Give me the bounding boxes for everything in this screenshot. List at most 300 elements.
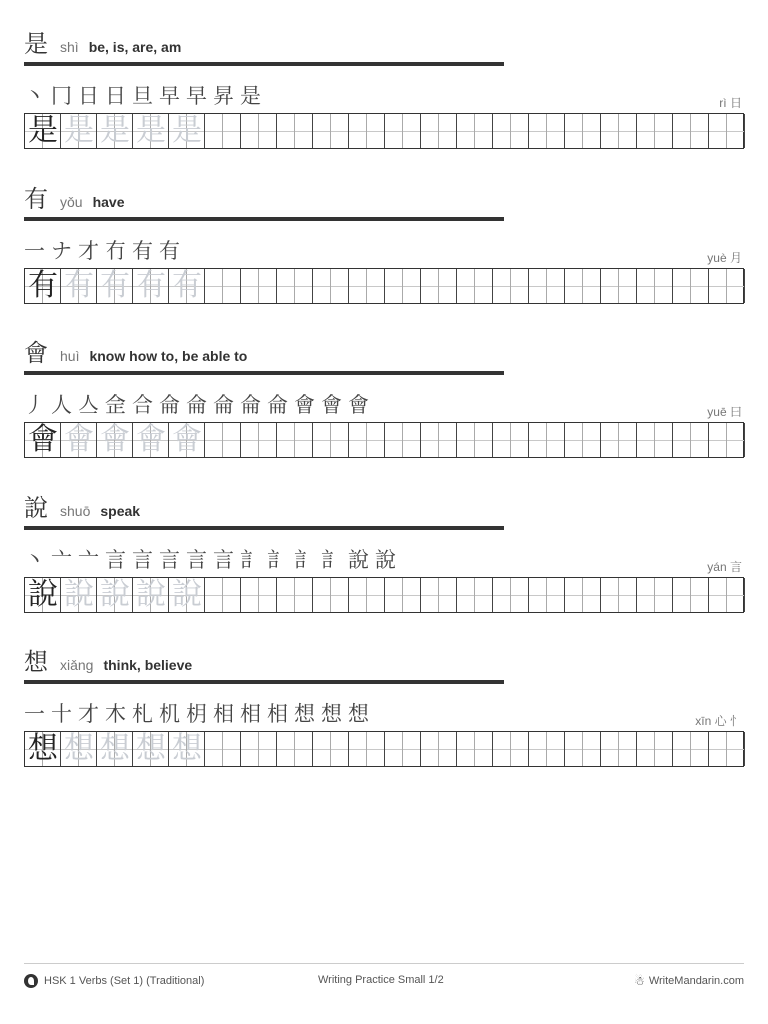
stroke-step: 日 <box>105 84 126 108</box>
grid-cell[interactable] <box>43 114 61 148</box>
radical-info <box>707 249 742 266</box>
stroke-step: 言 <box>105 548 126 572</box>
grid-cell[interactable] <box>349 114 367 148</box>
grid-cell[interactable] <box>727 423 745 457</box>
grid-cell[interactable] <box>115 269 133 303</box>
character-title: 想 <box>24 648 48 676</box>
grid-cell[interactable] <box>295 578 313 612</box>
trace-character: 說 <box>136 577 166 612</box>
radical-pinyin: yuē <box>707 405 727 419</box>
grid-cell[interactable] <box>637 269 655 303</box>
grid-cell[interactable] <box>349 423 367 457</box>
grid-cell[interactable] <box>25 423 43 457</box>
model-character: 想 <box>28 731 58 766</box>
grid-cell[interactable] <box>493 732 511 766</box>
character-header <box>24 333 504 367</box>
stroke-step: 早 <box>159 84 180 108</box>
grid-cell[interactable] <box>277 732 295 766</box>
footer-right[interactable] <box>634 974 744 988</box>
trace-character: 會 <box>172 422 202 457</box>
grid-cell[interactable] <box>439 114 457 148</box>
grid-cell[interactable] <box>205 114 223 148</box>
grid-cell[interactable] <box>169 578 187 612</box>
character-header <box>24 179 504 213</box>
grid-cell[interactable] <box>601 578 619 612</box>
grid-cell[interactable] <box>295 732 313 766</box>
grid-cell[interactable] <box>385 578 403 612</box>
stroke-step: 言 <box>213 548 234 572</box>
grid-cell[interactable] <box>457 269 475 303</box>
character-meaning: have <box>92 194 125 210</box>
grid-cell[interactable] <box>349 732 367 766</box>
grid-cell[interactable] <box>133 578 151 612</box>
grid-cell[interactable] <box>367 732 385 766</box>
grid-cell[interactable] <box>205 732 223 766</box>
grid-cell[interactable] <box>313 732 331 766</box>
grid-cell[interactable] <box>601 114 619 148</box>
grid-cell[interactable] <box>709 732 727 766</box>
grid-cell[interactable] <box>25 578 43 612</box>
grid-cell[interactable] <box>187 269 205 303</box>
grid-cell[interactable] <box>313 423 331 457</box>
grid-cell[interactable] <box>583 732 601 766</box>
grid-cell[interactable] <box>547 114 565 148</box>
grid-cell[interactable] <box>115 423 133 457</box>
stroke-step: 佱 <box>105 393 126 417</box>
stroke-step: 一 <box>24 702 45 726</box>
grid-cell[interactable] <box>655 114 673 148</box>
grid-cell[interactable] <box>421 269 439 303</box>
grid-cell[interactable] <box>133 269 151 303</box>
grid-cell[interactable] <box>79 578 97 612</box>
stroke-step: 言 <box>132 548 153 572</box>
character-header <box>24 642 504 676</box>
stroke-step: 冂 <box>51 84 72 108</box>
grid-cell[interactable] <box>655 423 673 457</box>
grid-cell[interactable] <box>529 732 547 766</box>
grid-cell[interactable] <box>565 732 583 766</box>
stroke-step: 訁 <box>321 548 342 572</box>
grid-cell[interactable] <box>601 732 619 766</box>
radical-pinyin: xīn <box>695 714 712 728</box>
grid-cell[interactable] <box>619 114 637 148</box>
stroke-step: 相 <box>267 702 288 726</box>
grid-cell[interactable] <box>331 578 349 612</box>
grid-cell[interactable] <box>673 269 691 303</box>
stroke-step: 冇 <box>105 239 126 263</box>
grid-cell[interactable] <box>169 732 187 766</box>
grid-cell[interactable] <box>187 423 205 457</box>
practice-grid[interactable] <box>24 422 744 458</box>
grid-cell[interactable] <box>727 732 745 766</box>
radical-pinyin: yán <box>707 560 727 574</box>
grid-cell[interactable] <box>403 578 421 612</box>
grid-cell[interactable] <box>655 269 673 303</box>
model-character: 說 <box>28 577 58 612</box>
stroke-step: 札 <box>132 702 153 726</box>
grid-cell[interactable] <box>529 578 547 612</box>
grid-cell[interactable] <box>97 423 115 457</box>
stroke-step: 侖 <box>159 393 180 417</box>
stroke-step: 才 <box>78 239 99 263</box>
stroke-step: 旦 <box>132 84 153 108</box>
grid-cell[interactable] <box>241 578 259 612</box>
grid-cell[interactable] <box>25 114 43 148</box>
character-pinyin: xiǎng <box>60 657 94 673</box>
grid-cell[interactable] <box>565 269 583 303</box>
grid-cell[interactable] <box>619 578 637 612</box>
grid-cell[interactable] <box>295 269 313 303</box>
grid-cell[interactable] <box>277 269 295 303</box>
grid-cell[interactable] <box>403 732 421 766</box>
character-meaning: think, believe <box>103 657 193 673</box>
trace-character: 會 <box>136 422 166 457</box>
grid-cell[interactable] <box>727 114 745 148</box>
logo-icon <box>24 974 38 988</box>
grid-cell[interactable] <box>727 578 745 612</box>
grid-cell[interactable] <box>385 423 403 457</box>
grid-cell[interactable] <box>475 423 493 457</box>
grid-cell[interactable] <box>61 578 79 612</box>
grid-cell[interactable] <box>277 114 295 148</box>
practice-grid[interactable] <box>24 113 744 149</box>
radical-info <box>695 712 742 729</box>
header-rule <box>24 217 504 221</box>
trace-character: 有 <box>100 268 130 303</box>
trace-character: 有 <box>64 268 94 303</box>
grid-cell[interactable] <box>421 732 439 766</box>
grid-cell[interactable] <box>151 269 169 303</box>
trace-character: 是 <box>172 113 202 148</box>
grid-cell[interactable] <box>25 269 43 303</box>
grid-cell[interactable] <box>331 423 349 457</box>
grid-cell[interactable] <box>277 423 295 457</box>
grid-cell[interactable] <box>43 578 61 612</box>
character-title: 有 <box>24 185 48 213</box>
grid-cell[interactable] <box>511 578 529 612</box>
character-section <box>24 488 746 628</box>
grid-cell[interactable] <box>241 114 259 148</box>
grid-cell[interactable] <box>673 423 691 457</box>
stroke-step: 枂 <box>186 702 207 726</box>
stroke-step: 會 <box>321 393 342 417</box>
grid-cell[interactable] <box>493 114 511 148</box>
stroke-step: 相 <box>213 702 234 726</box>
grid-cell[interactable] <box>511 269 529 303</box>
stroke-step: 相 <box>240 702 261 726</box>
stroke-step: ナ <box>51 239 72 263</box>
grid-cell[interactable] <box>457 114 475 148</box>
grid-cell[interactable] <box>97 578 115 612</box>
grid-cell[interactable] <box>691 269 709 303</box>
stroke-order <box>24 698 375 726</box>
grid-cell[interactable] <box>25 732 43 766</box>
stroke-order <box>24 544 402 572</box>
grid-cell[interactable] <box>547 578 565 612</box>
grid-cell[interactable] <box>61 423 79 457</box>
grid-cell[interactable] <box>691 732 709 766</box>
grid-cell[interactable] <box>331 269 349 303</box>
grid-cell[interactable] <box>97 732 115 766</box>
trace-character: 想 <box>172 731 202 766</box>
grid-cell[interactable] <box>367 114 385 148</box>
grid-cell[interactable] <box>295 423 313 457</box>
grid-cell[interactable] <box>673 578 691 612</box>
trace-character: 是 <box>64 113 94 148</box>
stroke-step: 訁 <box>240 548 261 572</box>
grid-cell[interactable] <box>547 732 565 766</box>
grid-cell[interactable] <box>79 114 97 148</box>
header-rule <box>24 526 504 530</box>
grid-cell[interactable] <box>313 114 331 148</box>
grid-cell[interactable] <box>691 114 709 148</box>
grid-cell[interactable] <box>133 114 151 148</box>
grid-cell[interactable] <box>205 578 223 612</box>
stroke-step: 會 <box>294 393 315 417</box>
stroke-order <box>24 389 375 417</box>
grid-cell[interactable] <box>547 423 565 457</box>
grid-cell[interactable] <box>241 423 259 457</box>
grid-cell[interactable] <box>259 114 277 148</box>
character-header <box>24 488 504 522</box>
stroke-step: 人 <box>51 393 72 417</box>
grid-cell[interactable] <box>421 578 439 612</box>
grid-cell[interactable] <box>637 423 655 457</box>
grid-cell[interactable] <box>349 578 367 612</box>
grid-cell[interactable] <box>349 269 367 303</box>
trace-character: 想 <box>136 731 166 766</box>
footer-brand[interactable]: WriteMandarin.com <box>648 975 744 987</box>
grid-cell[interactable] <box>709 578 727 612</box>
practice-grid[interactable] <box>24 577 744 613</box>
grid-cell[interactable] <box>619 732 637 766</box>
grid-cell[interactable] <box>241 269 259 303</box>
grid-cell[interactable] <box>331 732 349 766</box>
stroke-step: 亠 <box>51 548 72 572</box>
trace-character: 是 <box>136 113 166 148</box>
grid-cell[interactable] <box>169 114 187 148</box>
stroke-step: 言 <box>186 548 207 572</box>
grid-cell[interactable] <box>187 578 205 612</box>
grid-cell[interactable] <box>169 423 187 457</box>
grid-cell[interactable] <box>385 732 403 766</box>
trace-character: 說 <box>100 577 130 612</box>
grid-cell[interactable] <box>115 114 133 148</box>
grid-cell[interactable] <box>151 114 169 148</box>
grid-cell[interactable] <box>673 114 691 148</box>
grid-cell[interactable] <box>277 578 295 612</box>
character-pinyin: yǒu <box>60 194 83 210</box>
grid-cell[interactable] <box>583 578 601 612</box>
grid-cell[interactable] <box>79 732 97 766</box>
grid-cell[interactable] <box>313 578 331 612</box>
grid-cell[interactable] <box>691 578 709 612</box>
header-rule <box>24 62 504 66</box>
grid-cell[interactable] <box>367 578 385 612</box>
grid-cell[interactable] <box>673 732 691 766</box>
character-section <box>24 179 746 319</box>
radical-pinyin: rì <box>719 96 727 110</box>
practice-grid[interactable] <box>24 731 744 767</box>
grid-cell[interactable] <box>115 578 133 612</box>
radical-char: 曰 <box>729 405 742 419</box>
grid-cell[interactable] <box>529 269 547 303</box>
grid-cell[interactable] <box>637 732 655 766</box>
grid-cell[interactable] <box>79 423 97 457</box>
stroke-step: 机 <box>159 702 180 726</box>
grid-cell[interactable] <box>97 114 115 148</box>
grid-cell[interactable] <box>205 423 223 457</box>
grid-cell[interactable] <box>583 423 601 457</box>
grid-cell[interactable] <box>223 423 241 457</box>
grid-cell[interactable] <box>601 423 619 457</box>
grid-cell[interactable] <box>655 732 673 766</box>
stroke-step: 有 <box>159 239 180 263</box>
radical-char: 言 <box>729 560 742 574</box>
grid-cell[interactable] <box>367 423 385 457</box>
grid-cell[interactable] <box>529 114 547 148</box>
grid-cell[interactable] <box>565 423 583 457</box>
grid-cell[interactable] <box>367 269 385 303</box>
grid-cell[interactable] <box>79 269 97 303</box>
grid-cell[interactable] <box>475 269 493 303</box>
stroke-order <box>24 80 267 108</box>
grid-cell[interactable] <box>637 114 655 148</box>
grid-cell[interactable] <box>457 423 475 457</box>
grid-cell[interactable] <box>259 423 277 457</box>
model-character: 是 <box>28 113 58 148</box>
grid-cell[interactable] <box>493 269 511 303</box>
stroke-step: 有 <box>132 239 153 263</box>
grid-cell[interactable] <box>439 423 457 457</box>
grid-cell[interactable] <box>655 578 673 612</box>
grid-cell[interactable] <box>259 578 277 612</box>
footer-page-label: Writing Practice Small 1/2 <box>318 974 444 986</box>
grid-cell[interactable] <box>403 423 421 457</box>
grid-cell[interactable] <box>259 732 277 766</box>
grid-cell[interactable] <box>583 114 601 148</box>
grid-cell[interactable] <box>619 423 637 457</box>
grid-cell[interactable] <box>223 269 241 303</box>
grid-cell[interactable] <box>565 578 583 612</box>
grid-cell[interactable] <box>457 732 475 766</box>
stroke-step: 木 <box>105 702 126 726</box>
grid-cell[interactable] <box>259 269 277 303</box>
grid-cell[interactable] <box>457 578 475 612</box>
grid-cell[interactable] <box>133 732 151 766</box>
header-rule <box>24 680 504 684</box>
stroke-step: 說 <box>348 548 369 572</box>
grid-cell[interactable] <box>475 114 493 148</box>
stroke-step: 想 <box>294 702 315 726</box>
grid-cell[interactable] <box>223 114 241 148</box>
grid-cell[interactable] <box>511 114 529 148</box>
grid-cell[interactable] <box>529 423 547 457</box>
grid-cell[interactable] <box>313 269 331 303</box>
character-meaning: know how to, be able to <box>89 348 248 364</box>
grid-cell[interactable] <box>151 578 169 612</box>
stroke-step: 合 <box>132 393 153 417</box>
character-pinyin: shuō <box>60 503 91 519</box>
grid-cell[interactable] <box>403 114 421 148</box>
grid-cell[interactable] <box>493 423 511 457</box>
practice-grid[interactable] <box>24 268 744 304</box>
grid-cell[interactable] <box>709 423 727 457</box>
grid-cell[interactable] <box>385 269 403 303</box>
grid-cell[interactable] <box>601 269 619 303</box>
grid-cell[interactable] <box>637 578 655 612</box>
grid-cell[interactable] <box>709 269 727 303</box>
grid-cell[interactable] <box>511 423 529 457</box>
grid-cell[interactable] <box>439 269 457 303</box>
radical-char: 心 忄 <box>714 714 742 728</box>
grid-cell[interactable] <box>61 732 79 766</box>
grid-cell[interactable] <box>223 578 241 612</box>
grid-cell[interactable] <box>115 732 133 766</box>
stroke-step: 一 <box>24 239 45 263</box>
grid-cell[interactable] <box>205 269 223 303</box>
grid-cell[interactable] <box>61 114 79 148</box>
grid-cell[interactable] <box>493 578 511 612</box>
grid-cell[interactable] <box>43 423 61 457</box>
grid-cell[interactable] <box>223 732 241 766</box>
grid-cell[interactable] <box>511 732 529 766</box>
grid-cell[interactable] <box>727 269 745 303</box>
grid-cell[interactable] <box>187 114 205 148</box>
grid-cell[interactable] <box>241 732 259 766</box>
stroke-step: 侖 <box>186 393 207 417</box>
grid-cell[interactable] <box>439 732 457 766</box>
grid-cell[interactable] <box>295 114 313 148</box>
character-section <box>24 642 746 782</box>
grid-cell[interactable] <box>151 423 169 457</box>
grid-cell[interactable] <box>709 114 727 148</box>
grid-cell[interactable] <box>61 269 79 303</box>
grid-cell[interactable] <box>691 423 709 457</box>
grid-cell[interactable] <box>421 423 439 457</box>
grid-cell[interactable] <box>475 578 493 612</box>
grid-cell[interactable] <box>475 732 493 766</box>
stroke-step: 丶 <box>24 548 45 572</box>
grid-cell[interactable] <box>133 423 151 457</box>
trace-character: 是 <box>100 113 130 148</box>
grid-cell[interactable] <box>169 269 187 303</box>
grid-cell[interactable] <box>385 114 403 148</box>
stroke-step: 想 <box>321 702 342 726</box>
grid-cell[interactable] <box>619 269 637 303</box>
grid-cell[interactable] <box>583 269 601 303</box>
grid-cell[interactable] <box>439 578 457 612</box>
radical-char: 日 <box>729 96 742 110</box>
grid-cell[interactable] <box>565 114 583 148</box>
stroke-step: 訁 <box>294 548 315 572</box>
stroke-step: 十 <box>51 702 72 726</box>
stroke-step: 丿 <box>24 393 45 417</box>
grid-cell[interactable] <box>403 269 421 303</box>
grid-cell[interactable] <box>187 732 205 766</box>
stroke-step: 想 <box>348 702 369 726</box>
grid-cell[interactable] <box>97 269 115 303</box>
grid-cell[interactable] <box>547 269 565 303</box>
grid-cell[interactable] <box>421 114 439 148</box>
grid-cell[interactable] <box>43 269 61 303</box>
grid-cell[interactable] <box>331 114 349 148</box>
character-pinyin: shì <box>60 39 79 55</box>
footer-divider <box>24 963 744 964</box>
character-pinyin: huì <box>60 348 80 364</box>
grid-cell[interactable] <box>43 732 61 766</box>
grid-cell[interactable] <box>151 732 169 766</box>
